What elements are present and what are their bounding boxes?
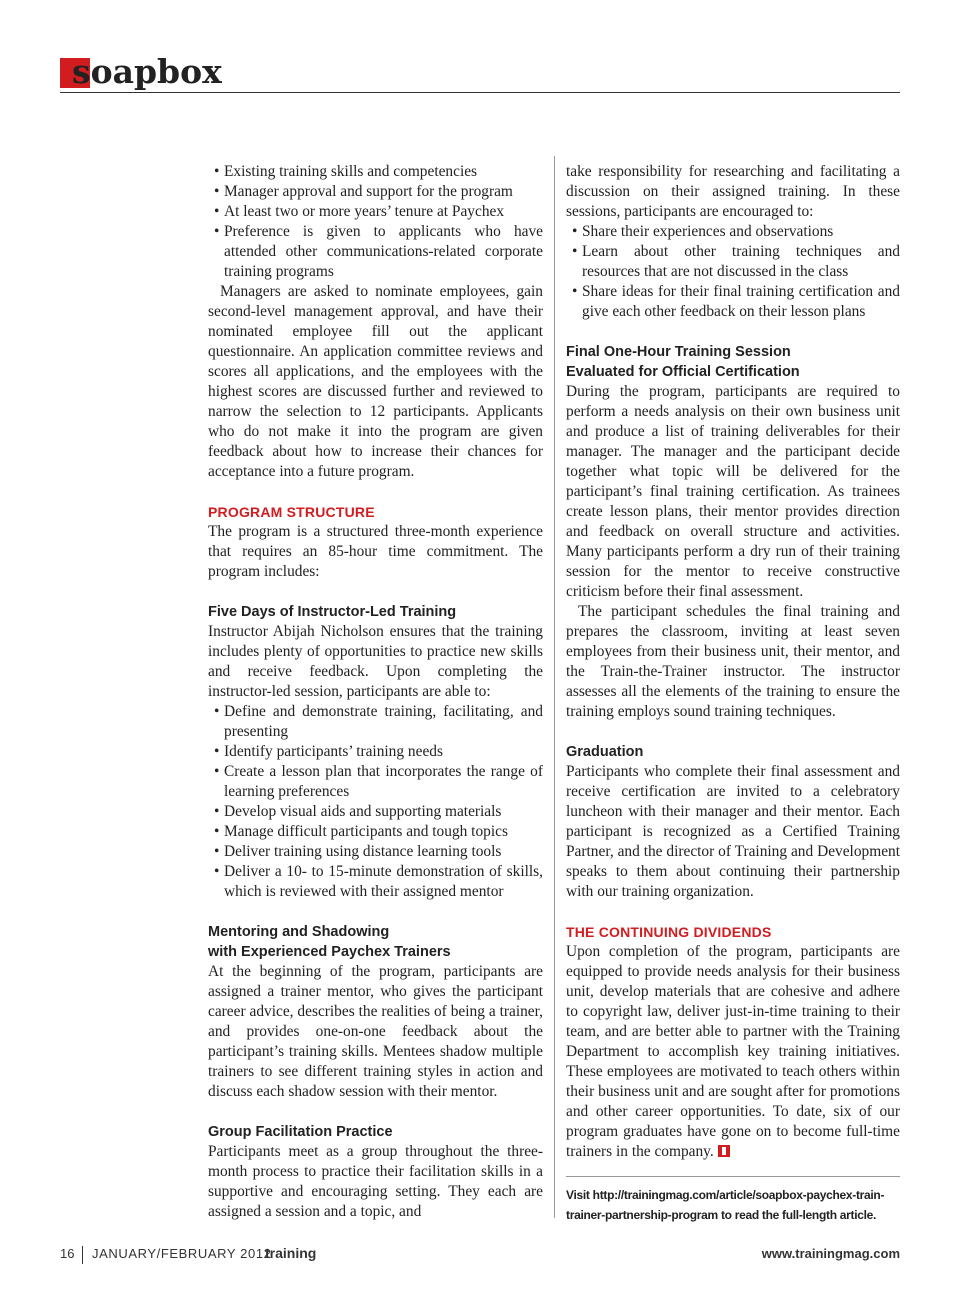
group-facilitation-heading: Group Facilitation Practice [208,1124,393,1140]
list-item: • Define and demonstrate training, facilitating, and presenting [208,702,543,742]
visit-divider [566,1176,900,1177]
list-item: • Share ideas for their final training certification and give each other feedback on their lesson plans [566,282,900,322]
five-days-body: Instructor Abijah Nicholson ensures that the training includes plenty of opportunities to practice new skills and receive feedback. Upon completing the instructor-led session, participants are able to: [208,623,543,700]
list-item: • Share their experiences and observations [566,222,900,242]
list-item: • Preference is given to applicants who have attended other communications-related corporate training programs [208,222,543,282]
page-footer [60,1246,900,1266]
page-number: 16 [60,1246,75,1261]
continuing-dividends-heading: THE CONTINUING DIVIDENDS [566,924,772,940]
section-header [60,52,900,93]
group-facilitation-body: Participants meet as a group throughout the three-month process to practice their facilitation skills in a supportive and encouraging setting. They each are assigned a session and a topic, and [208,1143,543,1220]
five-days-heading: Five Days of Instructor-Led Training [208,604,457,620]
section-title: soapbox [72,52,222,91]
mentoring-body: At the beginning of the program, participants are assigned a trainer mentor, who gives the participant career advice, describes the realities of being a trainer, and provides one-on-one feedback about the participant’s training skills. Mentees shadow multiple trainers to see different training styles in action and discuss each shadow session with their mentor. [208,963,543,1100]
final-session-heading [566,342,900,382]
mentoring-heading [208,922,543,962]
list-item: • Manager approval and support for the program [208,182,543,202]
continuing-dividends-body [566,942,900,1162]
footer-divider [82,1246,83,1264]
list-item: • Identify participants’ training needs [208,742,543,762]
list-item: • Deliver a 10- to 15-minute demonstration of skills, which is reviewed with their assigned mentor [208,862,543,902]
final-session-heading-line1: Final One-Hour Training Session [566,344,791,360]
mentoring-heading-line1: Mentoring and Shadowing [208,924,390,940]
left-column [208,162,543,1222]
column-divider [554,156,555,1218]
mentoring-heading-line2: with Experienced Paychex Trainers [208,944,451,960]
continuing-dividends-text: Upon completion of the program, participants are equipped to provide needs analysis for their business unit, develop materials that are cohesive and adhere to copyright law, deliver just-in-time training to their team, and are better able to partner with the Training Department to accomplish key training initiatives. These employees are motivated to teach others within their business unit and are sought after for promotions and other career opportunities. To date, six of our program graduates have gone on to become full-time trainers in the company. [566,943,900,1160]
session-list [566,222,900,322]
list-item: • Existing training skills and competencies [208,162,543,182]
final-session-body-2: The participant schedules the final training and prepares the classroom, inviting at least seven employees from their business unit, their mentor, and the Train-the-Trainer instructor. The instructor assesses all the elements of the training to ensure the training employs sound training techniques. [566,603,900,720]
nomination-paragraph: Managers are asked to nominate employees, gain second-level management approval, and have their nominated employee fill out the applicant questionnaire. An application committee reviews and scores all applications, and the employees with the highest scores are discussed further and reviewed to narrow the selection to 12 participants. Applicants who do not make it into the program are given feedback about how to increase their chances for acceptance into a future program. [208,283,543,480]
graduation-body: Participants who complete their final assessment and receive certification are invited to a celebratory luncheon with their manager and their mentor. Each participant is recognized as a Certified Training Partner, and the director of Training and Development speaks to them about continuing their partnership with our training organization. [566,763,900,900]
list-item: • Deliver training using distance learning tools [208,842,543,862]
visit-note: Visit http://trainingmag.com/article/soapbox-paychex-train-trainer-partnership-program to read the full-length article. [566,1188,885,1222]
website-link[interactable]: www.trainingmag.com [761,1246,900,1261]
final-session-heading-line2: Evaluated for Official Certification [566,364,800,380]
issue-date: JANUARY/FEBRUARY 2012 [92,1246,272,1261]
program-structure-body: The program is a structured three-month experience that requires an 85-hour time commitment. The program includes: [208,523,543,580]
eligibility-list [208,162,543,282]
final-session-body: During the program, participants are required to perform a needs analysis on their own business unit and produce a list of training deliverables for their manager. The manager and the participant decide together what topic will be delivered for the participant’s final training certification. As trainees create lesson plans, their mentor provides direction and feedback on overall structure and activities. Many participants perform a dry run of their training session for the mentor to receive constructive criticism before their final assessment. [566,383,900,600]
skills-list [208,702,543,902]
list-item: • At least two or more years’ tenure at Paychex [208,202,543,222]
program-structure-heading: PROGRAM STRUCTURE [208,504,375,520]
list-item: • Develop visual aids and supporting materials [208,802,543,822]
graduation-heading: Graduation [566,744,644,760]
magazine-name: training [265,1245,317,1261]
end-mark-icon [718,1145,730,1157]
list-item: • Learn about other training techniques and resources that are not discussed in the class [566,242,900,282]
continuation-paragraph: take responsibility for researching and facilitating a discussion on their assigned training. In these sessions, participants are encouraged to: [566,163,900,220]
right-column [566,162,900,1225]
list-item: • Create a lesson plan that incorporates the range of learning preferences [208,762,543,802]
list-item: • Manage difficult participants and tough topics [208,822,543,842]
